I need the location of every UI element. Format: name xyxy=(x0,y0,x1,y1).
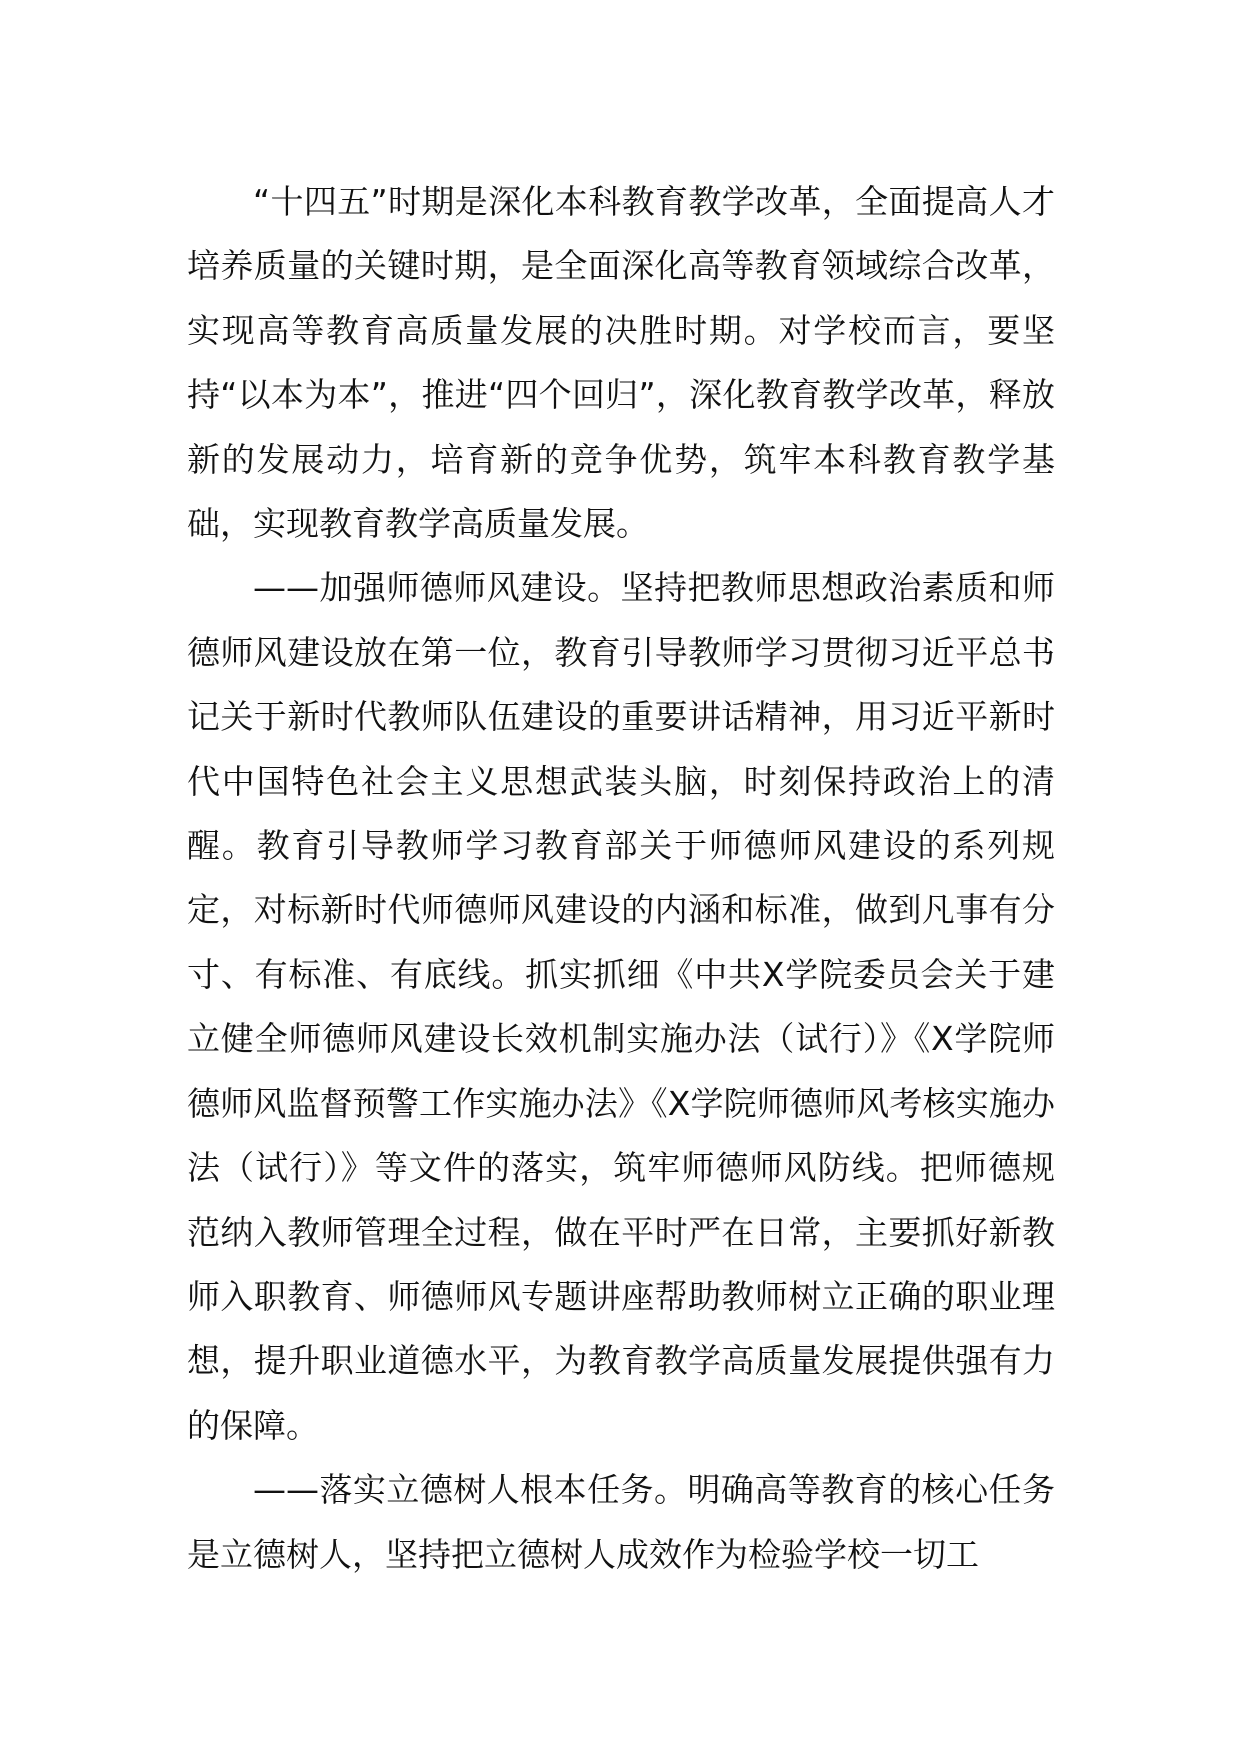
paragraph-intro: “十四五”时期是深化本科教育教学改革，全面提高人才培养质量的关键时期，是全面深化高等教育领域综合改革，实现高等教育高质量发展的决胜时期。对学校而言，要坚持“以本为本”，推进“四个回归”，深化教育教学改革，释放新的发展动力，培育新的竞争优势，筑牢本科教育教学基础，实现教育教学高质量发展。 xyxy=(187,182,1055,544)
document-body xyxy=(187,170,1055,1587)
paragraph-moral-education: ——落实立德树人根本任务。明确高等教育的核心任务是立德树人，坚持把立德树人成效作为检验学校一切工 xyxy=(187,1470,1055,1574)
paragraph-teacher-ethics: ——加强师德师风建设。坚持把教师思想政治素质和师德师风建设放在第一位，教育引导教师学习贯彻习近平总书记关于新时代教师队伍建设的重要讲话精神，用习近平新时代中国特色社会主义思想武装头脑，时刻保持政治上的清醒。教育引导教师学习教育部关于师德师风建设的系列规定，对标新时代师德师风建设的内涵和标准，做到凡事有分寸、有标准、有底线。抓实抓细《中共X学院委员会关于建立健全师德师风建设长效机制实施办法（试行）》《X学院师德师风监督预警工作实施办法》《X学院师德师风考核实施办法（试行）》等文件的落实，筑牢师德师风防线。把师德规范纳入教师管理全过程，做在平时严在日常，主要抓好新教师入职教育、师德师风专题讲座帮助教师树立正确的职业理想，提升职业道德水平，为教育教学高质量发展提供强有力的保障。 xyxy=(187,568,1055,1445)
